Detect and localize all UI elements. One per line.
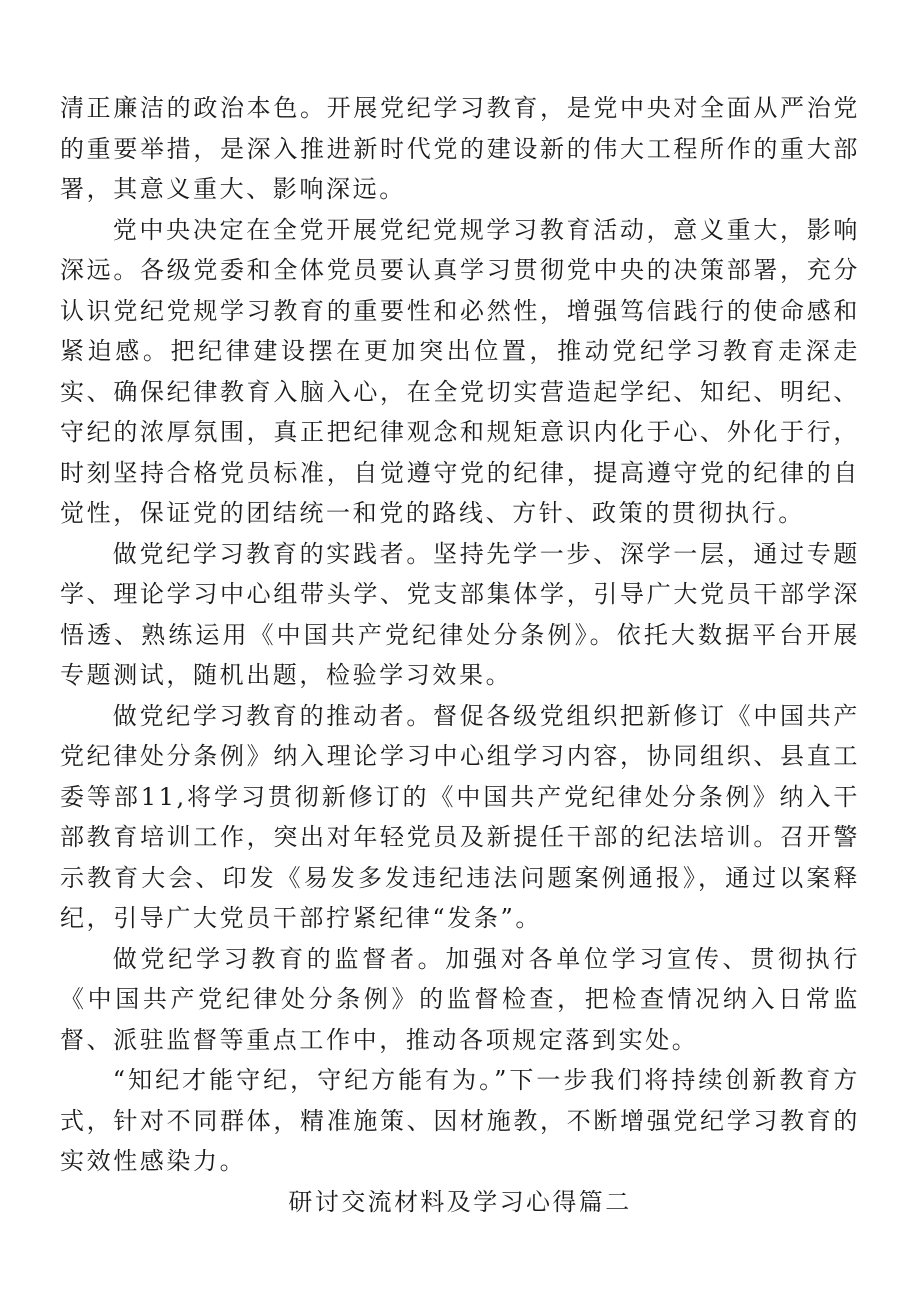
paragraph-conclusion: “知纪才能守纪，守纪方能有为。”下一步我们将持续创新教育方式，针对不同群体，精准施策、因材施教，不断增强党纪学习教育的实效性感染力。 [60, 1066, 860, 1175]
paragraph-continuation: 清正廉洁的政治本色。开展党纪学习教育，是党中央对全面从严治党的重要举措，是深入推进新时代党的建设新的伟大工程所作的重大部署，其意义重大、影响深远。 [60, 94, 860, 203]
paragraph-practitioner: 做党纪学习教育的实践者。坚持先学一步、深学一层，通过专题学、理论学习中心组带头学、党支部集体学，引导广大党员干部学深悟透、熟练运用《中国共产党纪律处分条例》。依托大数据平台开展专题测试，随机出题，检验学习效果。 [60, 539, 860, 689]
section-heading: 研讨交流材料及学习心得篇二 [288, 1187, 632, 1216]
paragraph-discipline-education: 党中央决定在全党开展党纪党规学习教育活动，意义重大，影响深远。各级党委和全体党员要认真学习贯彻党中央的决策部署，充分认识党纪党规学习教育的重要性和必然性，增强笃信践行的使命感和紧迫感。把纪律建设摆在更加突出位置，推动党纪学习教育走深走实、确保纪律教育入脑入心，在全党切实营造起学纪、知纪、明纪、守纪的浓厚氛围，真正把纪律观念和规矩意识内化于心、外化于行，时刻坚持合格党员标准，自觉遵守党的纪律，提高遵守党的纪律的自觉性，保证党的团结统一和党的路线、方针、政策的贯彻执行。 [60, 215, 860, 527]
paragraph-supervisor: 做党纪学习教育的监督者。加强对各单位学习宣传、贯彻执行《中国共产党纪律处分条例》的监督检查，把检查情况纳入日常监督、派驻监督等重点工作中，推动各项规定落到实处。 [60, 944, 860, 1054]
document-body [60, 88, 860, 1222]
paragraph-promoter: 做党纪学习教育的推动者。督促各级党组织把新修订《中国共产党纪律处分条例》纳入理论学习中心组学习内容，协同组织、县直工委等部11,将学习贯彻新修订的《中国共产党纪律处分条例》纳入干部教育培训工作，突出对年轻党员及新提任干部的纪法培训。召开警示教育大会、印发《易发多发违纪违法问题案例通报》，通过以案释纪，引导广大党员干部拧紧纪律“发条”。 [60, 701, 860, 932]
